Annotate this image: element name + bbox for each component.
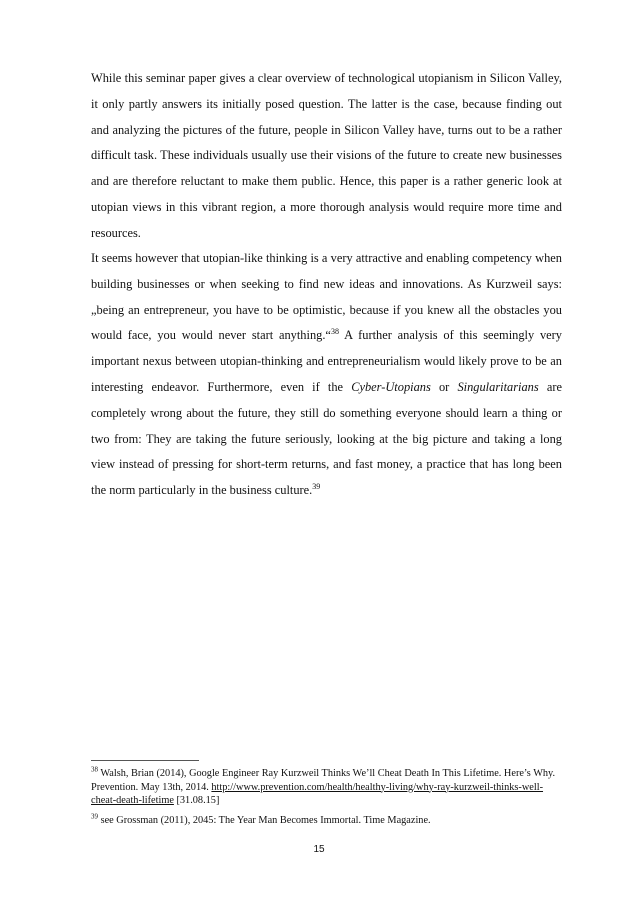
term-cyber-utopians: Cyber-Utopians: [351, 379, 431, 394]
footnote-divider: [91, 760, 199, 761]
body-paragraph-2: [91, 246, 562, 504]
paragraph-2-text-b: A further analysis of this seemingly very important nexus between utopian-thinking and entrepreneurialism would likely prove to be an interesting endeavor. Furthermore, even if the: [91, 328, 562, 394]
footnote-38-number: 38: [91, 765, 98, 774]
footnote-38-link[interactable]: http://www.prevention.com/health/healthy-living/why-ray-kurzweil-thinks-well-cheat-death-lifetime: [91, 781, 544, 806]
paragraph-2-text-d: are completely wrong about the future, they still do something everyone should learn a thing or two from: They are taking the future seriously, looking at the big picture and taking a long view instead of pressing for short-term returns, and fast money, a practice that has long been the norm particularly in the business culture.: [91, 379, 562, 498]
body-paragraph-1: While this seminar paper gives a clear overview of technological utopianism in Silicon Valley, it only partly answers its initially posed question. The latter is the case, because finding out and analyzing the pictures of the future, people in Silicon Valley have, turns out to be a rather difficult task. These individuals usually use their visions of the future to create new businesses and are therefore reluctant to make them public. Hence, this paper is a rather generic look at utopian views in this vibrant region, a more thorough analysis would require more time and resources.: [91, 71, 562, 240]
footnote-39-text: see Grossman (2011), 2045: The Year Man Becomes Immortal. Time Magazine.: [98, 815, 431, 826]
term-singularitarians: Singularitarians: [457, 379, 539, 394]
paragraph-2-text-c: or: [430, 379, 458, 394]
paragraph-2-text-a: It seems however that utopian-like thinking is a very attractive and enabling competency when building businesses or when seeking to find new ideas and innovations. As Kurzweil says: „being an entrepreneur, you have to be optimistic, because if you knew all the obstacles you would face, you would never start anything.“: [91, 251, 562, 343]
page-number: 15: [313, 844, 325, 855]
footnote-38: [91, 767, 566, 808]
footnote-39: [91, 814, 566, 828]
footnote-ref-39[interactable]: 39: [312, 482, 321, 492]
footnote-ref-38[interactable]: 38: [330, 327, 339, 337]
footnote-38-text: Walsh, Brian (2014), Google Engineer Ray Kurzweil Thinks We’ll Cheat Death In This Lifetime. Here’s Why. Prevention. May 13th, 2014.: [91, 768, 556, 793]
footnote-38-access-date: [31.08.15]: [173, 795, 220, 806]
footnote-39-number: 39: [91, 812, 98, 821]
